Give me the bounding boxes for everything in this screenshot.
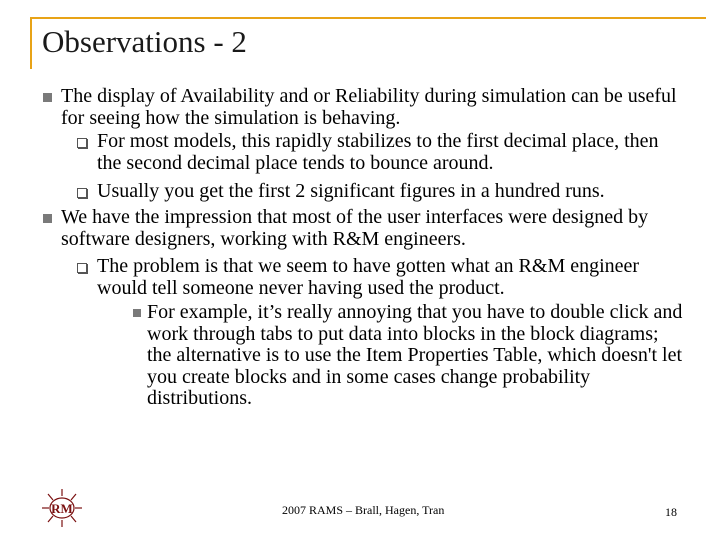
- bullet-text: We have the impression that most of the user interfaces were designed by software designers, working with R&M engineers.: [61, 206, 649, 250]
- title-frame-top-line: [30, 17, 706, 19]
- square-bullet-icon: [43, 93, 52, 102]
- sub-sub-bullet-item: [147, 302, 687, 410]
- page-number: 18: [665, 505, 677, 519]
- slide-title: Observations - 2: [42, 24, 247, 59]
- sub-bullet-item: [97, 256, 687, 299]
- checkbox-bullet-icon: [77, 138, 87, 148]
- bullet-text: The display of Availability and or Reliability during simulation can be useful for seeing how the simulation is behaving.: [61, 85, 677, 129]
- sub-bullet-text: The problem is that we seem to have gotten what an R&M engineer would tell someone never having used the product.: [97, 255, 640, 299]
- square-bullet-icon: [133, 309, 141, 317]
- sub-bullet-item: [97, 181, 687, 203]
- sub-bullet-text: Usually you get the first 2 significant figures in a hundred runs.: [97, 180, 605, 202]
- svg-text:RM: RM: [51, 501, 73, 516]
- checkbox-bullet-icon: [77, 188, 87, 198]
- rams-logo-icon: [40, 488, 84, 528]
- checkbox-bullet-icon: [77, 263, 87, 273]
- sub-sub-bullet-text: For example, it’s really annoying that you have to double click and work through tabs to put data into blocks in the block diagrams; the alternative is to use the Item Properties Table, which doesn't let you create blocks and in some cases change probability distributions.: [147, 301, 683, 409]
- bullet-item: [61, 86, 681, 129]
- square-bullet-icon: [43, 214, 52, 223]
- title-frame-left-line: [30, 17, 32, 69]
- sub-bullet-item: [97, 131, 687, 174]
- bullet-item: [61, 207, 681, 250]
- sub-bullet-text: For most models, this rapidly stabilizes to the first decimal place, then the second decimal place tends to bounce around.: [97, 130, 659, 174]
- footer-text: 2007 RAMS – Brall, Hagen, Tran: [282, 503, 445, 517]
